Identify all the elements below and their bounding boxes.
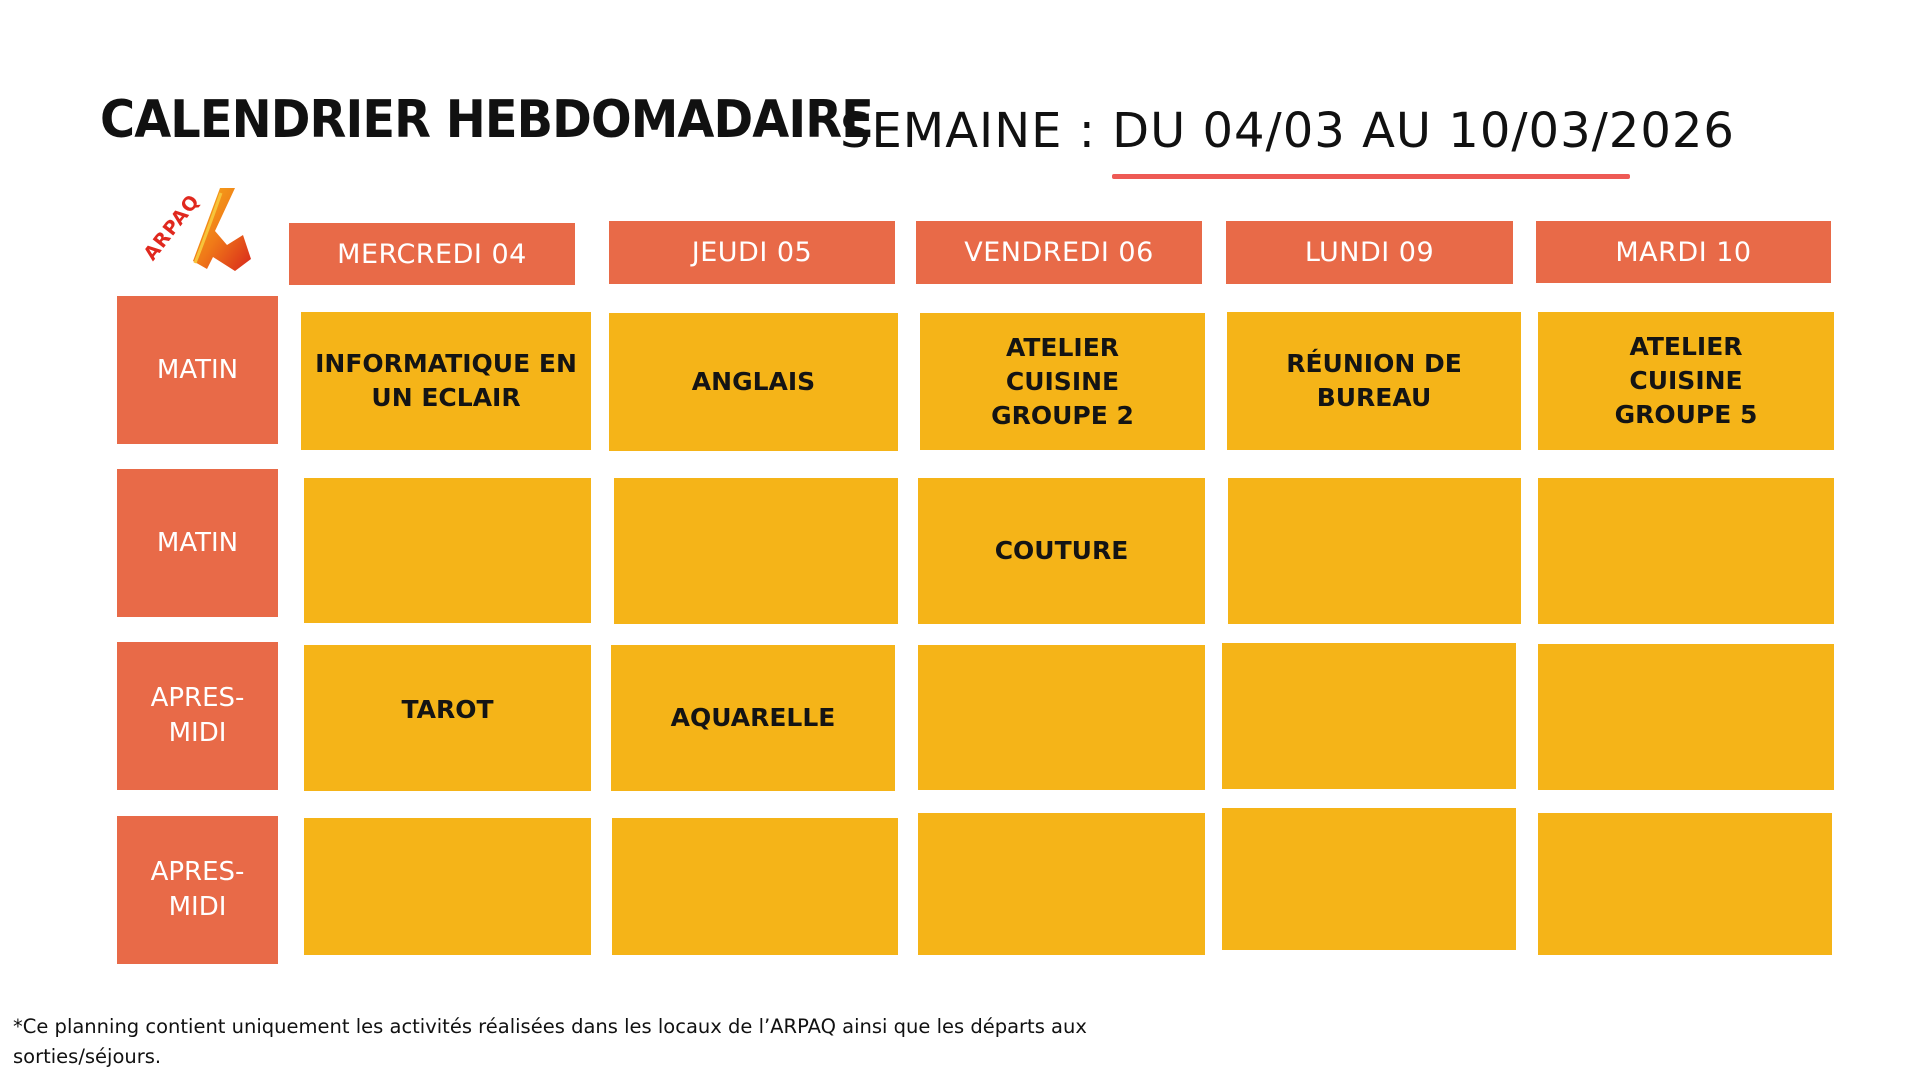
day-header-jeudi: JEUDI 05 bbox=[609, 221, 895, 284]
slot-vendredi-matin-1: ATELIER CUISINE GROUPE 2 bbox=[920, 313, 1205, 450]
slot-vendredi-apres-midi-1 bbox=[918, 645, 1205, 790]
slot-jeudi-matin-1: ANGLAIS bbox=[609, 313, 898, 451]
footnote: *Ce planning contient uniquement les activités réalisées dans les locaux de l’ARPAQ ainsi que les départs aux sorties/séjours. bbox=[13, 1015, 1087, 1068]
slot-mercredi-apres-midi-2 bbox=[304, 818, 591, 955]
slot-mardi-apres-midi-1 bbox=[1538, 644, 1834, 790]
slot-lundi-matin-1: RÉUNION DE BUREAU bbox=[1227, 312, 1521, 450]
day-header-mardi: MARDI 10 bbox=[1536, 221, 1831, 283]
row-label-matin-1: MATIN bbox=[117, 296, 278, 444]
week-range: SEMAINE : DU 04/03 AU 10/03/2026 bbox=[840, 103, 1735, 159]
slot-mercredi-matin-1: INFORMATIQUE EN UN ECLAIR bbox=[301, 312, 591, 450]
slot-jeudi-apres-midi-1: AQUARELLE bbox=[611, 645, 895, 791]
slot-jeudi-apres-midi-2 bbox=[612, 818, 898, 955]
week-underline bbox=[1112, 174, 1630, 179]
row-label-apres-midi-2: APRES-MIDI bbox=[117, 816, 278, 964]
row-label-matin-2: MATIN bbox=[117, 469, 278, 617]
slot-jeudi-matin-2 bbox=[614, 478, 898, 624]
slot-lundi-matin-2 bbox=[1228, 478, 1521, 624]
slot-mardi-matin-2 bbox=[1538, 478, 1834, 624]
logo-text: ARPAQ bbox=[139, 190, 205, 265]
arpaq-logo-icon bbox=[135, 183, 260, 278]
slot-lundi-apres-midi-2 bbox=[1222, 808, 1516, 950]
slot-vendredi-matin-2: COUTURE bbox=[918, 478, 1205, 624]
day-header-vendredi: VENDREDI 06 bbox=[916, 221, 1202, 284]
slot-vendredi-apres-midi-2 bbox=[918, 813, 1205, 955]
slot-mardi-apres-midi-2 bbox=[1538, 813, 1832, 955]
day-header-mercredi: MERCREDI 04 bbox=[289, 223, 575, 285]
slot-mercredi-matin-2 bbox=[304, 478, 591, 623]
day-header-lundi: LUNDI 09 bbox=[1226, 221, 1513, 284]
slot-mardi-matin-1: ATELIER CUISINE GROUPE 5 bbox=[1538, 312, 1834, 450]
slot-mercredi-apres-midi-1: TAROT bbox=[304, 645, 591, 791]
slot-lundi-apres-midi-1 bbox=[1222, 643, 1516, 789]
row-label-apres-midi-1: APRES-MIDI bbox=[117, 642, 278, 790]
page-title: CALENDRIER HEBDOMADAIRE bbox=[100, 90, 873, 150]
